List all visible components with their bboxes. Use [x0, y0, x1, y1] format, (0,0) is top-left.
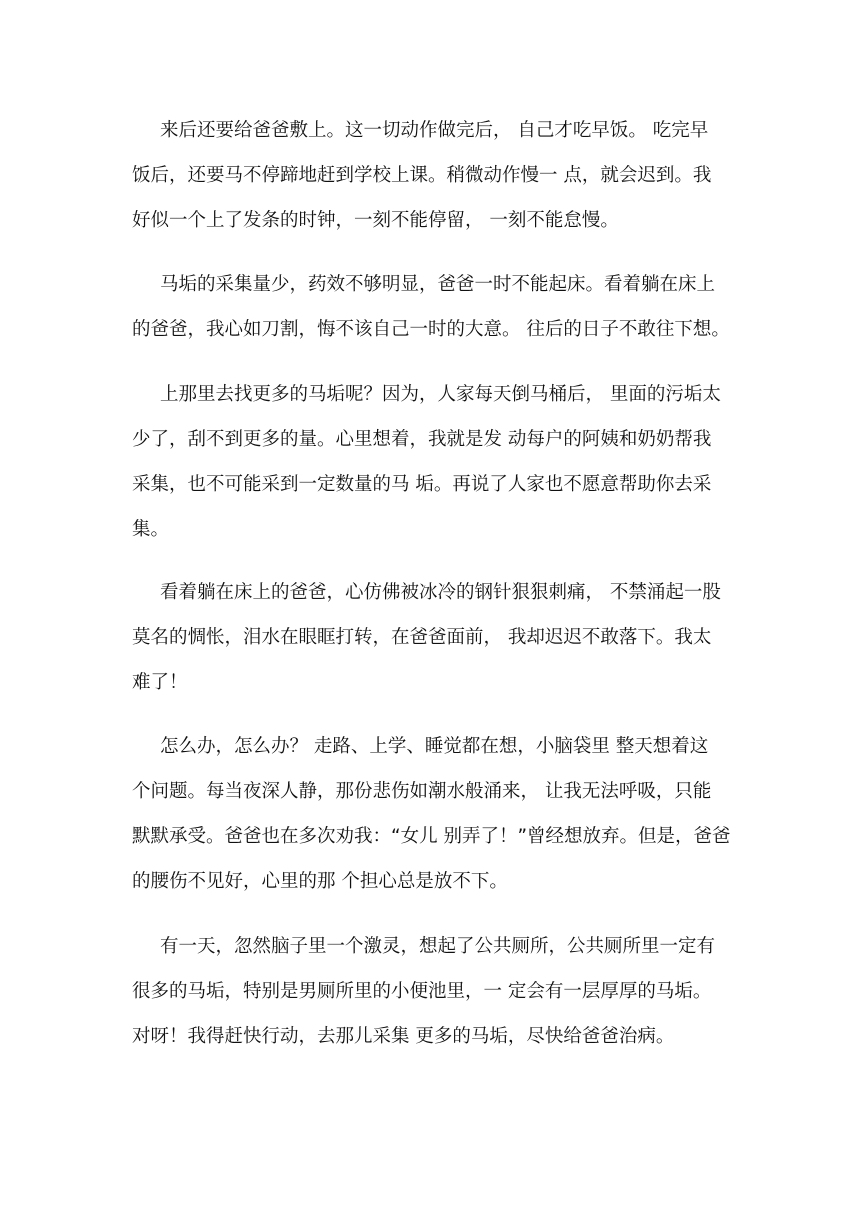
text-line: 个问题。每当夜深人静，那份悲伤如潮水般涌来， 让我无法呼吸，只能 [132, 781, 712, 802]
text-line: 采集，也不可能采到一定数量的马 垢。再说了人家也不愿意帮助你去采 [132, 474, 712, 495]
text-line: 莫名的惆怅，泪水在眼眶打转，在爸爸面前， 我却迟迟不敢落下。我太 [132, 627, 712, 648]
text-line: 饭后，还要马不停蹄地赶到学校上课。稍微动作慢一 点，就会迟到。我 [132, 165, 712, 186]
paragraph-3 [132, 372, 732, 552]
text-line: 对呀！我得赶快行动，去那儿采集 更多的马垢，尽快给爸爸治病。 [132, 1026, 675, 1047]
text-line: 难了！ [132, 672, 188, 693]
text-line: 马垢的采集量少，药效不够明显，爸爸一时不能起床。看着躺在床上 [160, 274, 716, 295]
text-line: 默默承受。爸爸也在多次劝我：“女儿 别弄了！”曾经想放弃。但是，爸爸 [132, 826, 731, 847]
paragraph-2 [132, 262, 732, 352]
text-line: 上那里去找更多的马垢呢？因为，人家每天倒马桶后， 里面的污垢太 [160, 384, 721, 405]
text-line: 看着躺在床上的爸爸，心仿佛被冰冷的钢针狠狠刺痛， 不禁涌起一股 [160, 582, 721, 603]
paragraph-5 [132, 724, 732, 904]
text-line: 的爸爸，我心如刀割，悔不该自己一时的大意。 往后的日子不敢往下想。 [132, 319, 730, 340]
text-line: 来后还要给爸爸敷上。这一切动作做完后， 自己才吃早饭。 吃完早 [160, 120, 709, 141]
text-line: 有一天，忽然脑子里一个激灵，想起了公共厕所，公共厕所里一定有 [160, 936, 716, 957]
text-line: 少了，刮不到更多的量。心里想着，我就是发 动每户的阿姨和奶奶帮我 [132, 429, 712, 450]
paragraph-4 [132, 570, 732, 705]
text-line: 的腰伤不见好，心里的那 个担心总是放不下。 [132, 871, 508, 892]
text-line: 好似一个上了发条的时钟，一刻不能停留， 一刻不能怠慢。 [132, 210, 619, 231]
text-line: 很多的马垢，特别是男厕所里的小便池里，一 定会有一层厚厚的马垢。 [132, 981, 712, 1002]
text-line: 怎么办，怎么办？ 走路、上学、睡觉都在想，小脑袋里 整天想着这 [160, 736, 709, 757]
text-line: 集。 [132, 519, 170, 540]
paragraph-6 [132, 924, 732, 1059]
paragraph-1 [132, 108, 732, 243]
